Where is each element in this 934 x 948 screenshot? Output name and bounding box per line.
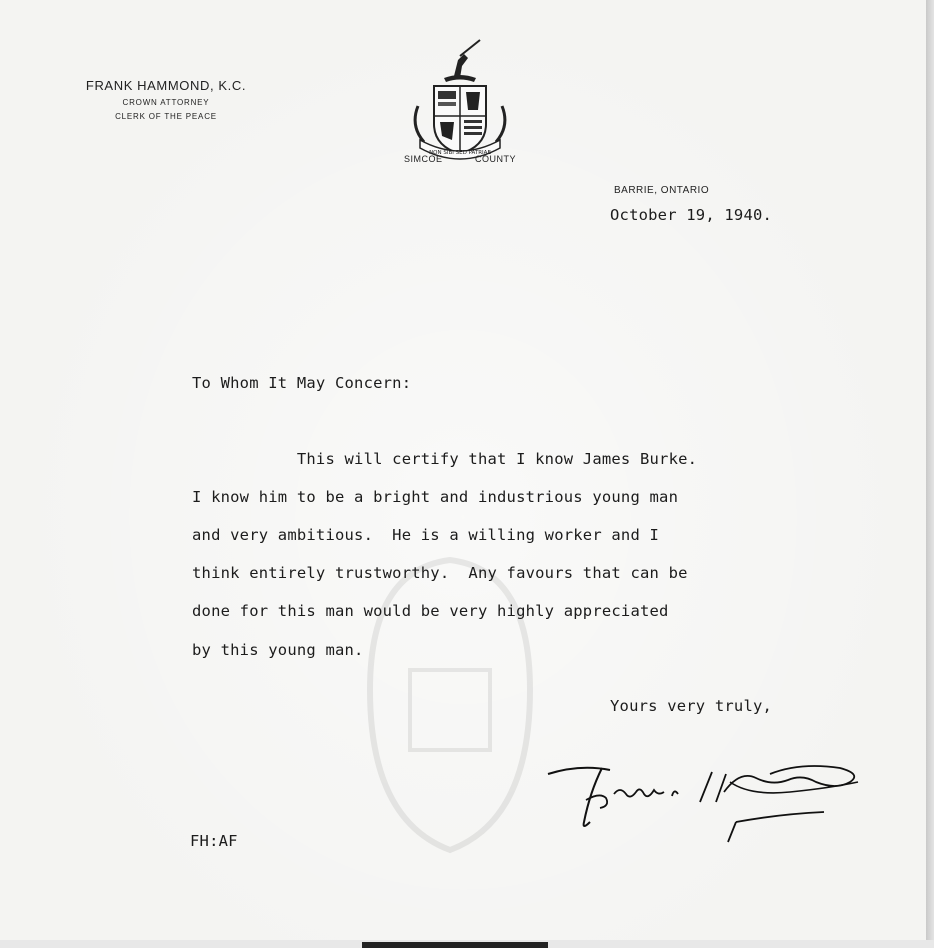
location: BARRIE, ONTARIO [614,185,710,196]
simcoe-county-crest-icon [404,36,516,170]
body-line: by this young man. [192,641,364,659]
letterhead [66,78,266,121]
crest-label-left: SIMCOE [404,154,443,164]
typist-initials: FH:AF [190,832,238,850]
page-edge [926,0,934,948]
crest-label-right: COUNTY [475,154,516,164]
letter-date: October 19, 1940. [610,206,773,224]
body-line: done for this man would be very highly appreciated [192,602,669,620]
salutation: To Whom It May Concern: [192,374,412,392]
body-line: and very ambitious. He is a willing worker and I [192,526,660,544]
body-line: This will certify that I know James Burke. [192,450,698,468]
handwritten-signature [540,752,870,852]
closing: Yours very truly, [610,697,773,715]
letterhead-title: CROWN ATTORNEY [122,98,210,107]
letterhead-subtitle: CLERK OF THE PEACE [115,112,217,121]
letterhead-name: FRANK HAMMOND, K.C. [85,78,247,93]
crest-label [404,154,516,164]
body-line: think entirely trustworthy. Any favours that can be [192,564,688,582]
binding-strip [362,942,548,948]
body-line: I know him to be a bright and industrious young man [192,488,679,506]
crest-motto: NON SIBI SED PATRIAE [429,150,491,156]
